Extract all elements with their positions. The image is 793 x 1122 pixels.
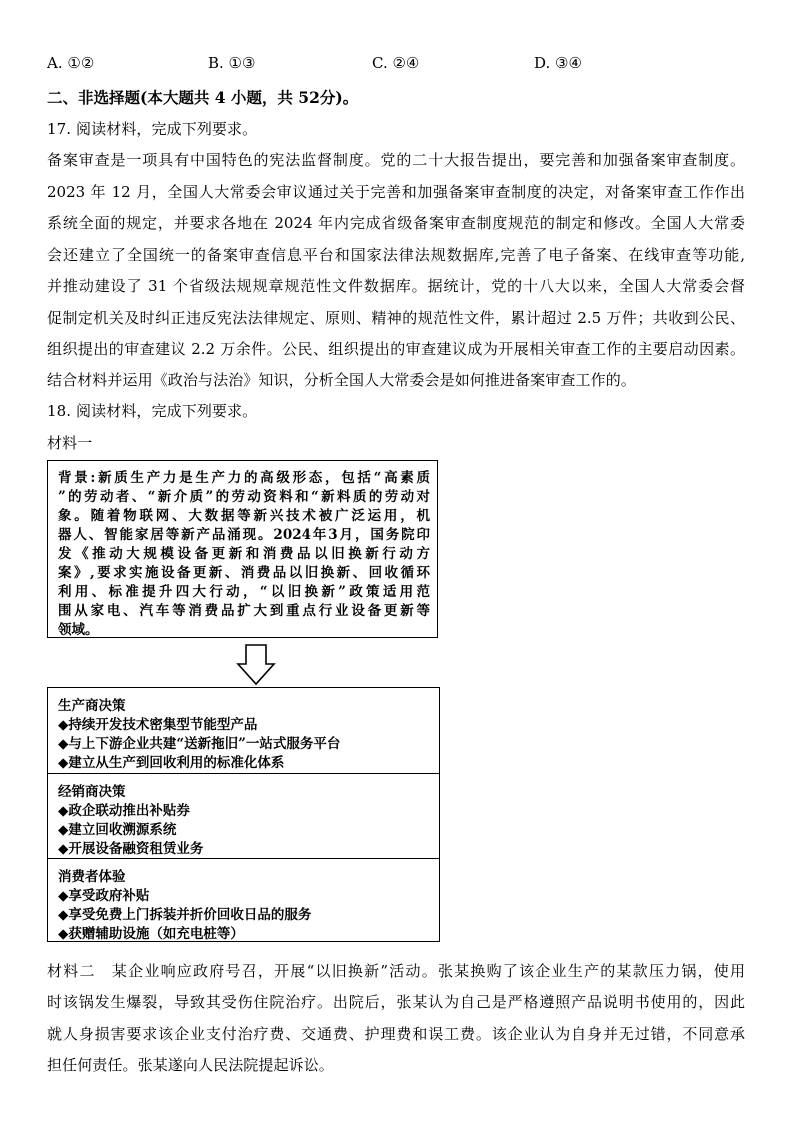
q17-line: 2023 年 12 月，全国人大常委会审议通过关于完善和加强备案审查制度的决定，对备案审查工作作出	[47, 183, 745, 201]
down-arrow-icon	[236, 644, 276, 686]
option-d: D. ③④	[534, 54, 582, 72]
decision-box	[47, 687, 440, 942]
section-title: 二、非选择题(本大题共 4 小题，共 52分)。	[47, 88, 359, 107]
background-line: 象。随着物联网、大数据等新兴技术被广泛运用，机	[58, 508, 430, 524]
consumer-item: ◆享受免费上门拆装并折价回收日品的服务	[58, 907, 312, 923]
background-line: ”的劳动者、“新介质”的劳动资料和“新料质的劳动对	[58, 489, 430, 505]
divider	[48, 858, 439, 859]
background-box	[47, 460, 438, 638]
background-line: 发《推动大规模设备更新和消费品以旧换新行动方	[58, 546, 430, 562]
dealer-item: ◆政企联动推出补贴券	[58, 803, 190, 819]
material2-line: 材料二 某企业响应政府号召，开展“以旧换新”活动。张某换购了该企业生产的某款压力锅，使用	[47, 962, 745, 980]
q17-line: 促制定机关及时纠正违反宪法法律规定、原则、精神的规范性文件，累计超过 2.5 万件；共收到公民、	[47, 309, 745, 327]
producer-item: ◆持续开发技术密集型节能型产品	[58, 717, 258, 733]
q17-line: 并推动建设了 31 个省级法规规章规范性文件数据库。据统计，党的十八大以来，全国人大常委会督	[47, 277, 745, 295]
q17-heading: 17. 阅读材料，完成下列要求。	[47, 120, 258, 138]
background-line: 器人、智能家居等新产品涌现。2024年3月，国务院印	[58, 527, 430, 543]
q17-line: 会还建立了全国统一的备案审查信息平台和国家法律法规数据库,完善了电子备案、在线审查等功能,	[47, 246, 745, 264]
consumer-item: ◆获赠辅助设施（如充电桩等）	[58, 926, 244, 942]
background-line: 背景:新质生产力是生产力的高级形态，包括“高素质	[58, 470, 430, 486]
producer-title: 生产商决策	[58, 698, 126, 714]
q18-heading: 18. 阅读材料，完成下列要求。	[47, 402, 258, 420]
option-c: C. ②④	[372, 54, 420, 72]
material2-line: 担任何责任。张某遂向人民法院提起诉讼。	[47, 1056, 334, 1074]
dealer-title: 经销商决策	[58, 784, 126, 800]
producer-item: ◆与上下游企业共建“送新拖旧”一站式服务平台	[58, 736, 341, 752]
option-a: A. ①②	[47, 54, 95, 72]
background-line: 案》,要求实施设备更新、消费品以旧换新、回收循环	[58, 565, 430, 581]
consumer-title: 消费者体验	[58, 869, 126, 885]
dealer-item: ◆建立回收溯源系统	[58, 822, 177, 838]
background-line: 利用、标准提升四大行动，“以旧换新”政策适用范	[58, 584, 430, 600]
producer-item: ◆建立从生产到回收利用的标准化体系	[58, 755, 285, 771]
material1-label: 材料一	[47, 434, 93, 452]
divider	[48, 773, 439, 774]
dealer-item: ◆开展设备融资租赁业务	[58, 841, 204, 857]
q17-line: 组织提出的审查建议 2.2 万余件。公民、组织提出的审查建议成为开展相关审查工作的主要启动因素。	[47, 340, 745, 358]
material2-line: 就人身损害要求该企业支付治疗费、交通费、护理费和误工费。该企业认为自身并无过错，不同意承	[47, 1025, 745, 1043]
background-line: 领域。	[58, 622, 99, 638]
q17-line: 备案审查是一项具有中国特色的宪法监督制度。党的二十大报告提出，要完善和加强备案审查制度。	[47, 151, 745, 169]
material2-line: 时该锅发生爆裂，导致其受伤住院治疗。出院后，张某认为自己是严格遵照产品说明书使用的，因此	[47, 993, 745, 1011]
q17-question: 结合材料并运用《政治与法治》知识，分析全国人大常委会是如何推进备案审查工作的。	[47, 371, 636, 389]
consumer-item: ◆享受政府补贴	[58, 888, 150, 904]
q17-line: 系统全面的规定，并要求各地在 2024 年内完成省级备案审查制度规范的制定和修改。全国人大常委	[47, 214, 745, 232]
option-b: B. ①③	[208, 54, 256, 72]
background-line: 围从家电、汽车等消费品扩大到重点行业设备更新等	[58, 603, 430, 619]
